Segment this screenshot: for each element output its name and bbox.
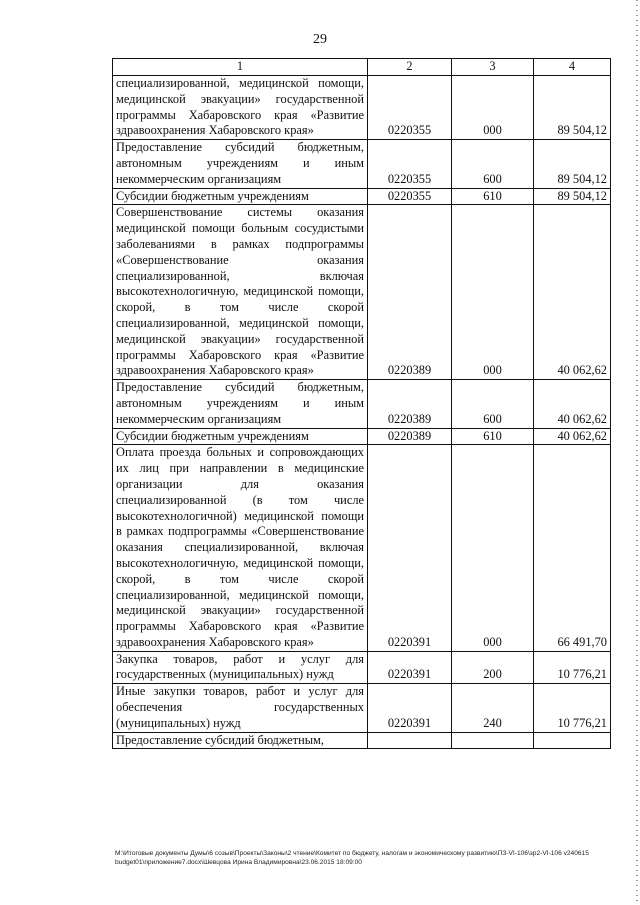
row-csr: 0220391 bbox=[368, 684, 452, 732]
row-csr: 0220355 bbox=[368, 76, 452, 140]
row-name: Закупка товаров, работ и услуг для государственных (муниципальных) нужд bbox=[113, 651, 368, 684]
row-name: Предоставление субсидий бюджетным, bbox=[113, 732, 368, 749]
row-sum: 40 062,62 bbox=[534, 380, 611, 428]
row-vr: 000 bbox=[452, 445, 534, 651]
row-sum: 10 776,21 bbox=[534, 651, 611, 684]
row-name: Иные закупки товаров, работ и услуг для обеспечения государственных (муниципальных) нужд bbox=[113, 684, 368, 732]
column-header-csr: 2 bbox=[368, 59, 452, 76]
row-vr bbox=[452, 732, 534, 749]
page-number: 29 bbox=[313, 32, 327, 47]
row-name: Субсидии бюджетным учреждениям bbox=[113, 188, 368, 205]
row-csr bbox=[368, 732, 452, 749]
row-vr: 610 bbox=[452, 428, 534, 445]
row-sum: 40 062,62 bbox=[534, 428, 611, 445]
row-sum: 89 504,12 bbox=[534, 188, 611, 205]
row-vr: 240 bbox=[452, 684, 534, 732]
row-csr: 0220389 bbox=[368, 205, 452, 380]
column-header-vr: 3 bbox=[452, 59, 534, 76]
row-sum: 40 062,62 bbox=[534, 205, 611, 380]
row-csr: 0220391 bbox=[368, 445, 452, 651]
row-name: специализированной, медицинской помощи, медицинской эвакуации» государственной программы Хабаровского края «Развитие здравоохранения Хабаровского края» bbox=[113, 76, 368, 140]
row-vr: 610 bbox=[452, 188, 534, 205]
row-vr: 600 bbox=[452, 140, 534, 188]
row-vr: 000 bbox=[452, 76, 534, 140]
table-header-row bbox=[113, 59, 611, 76]
row-sum: 10 776,21 bbox=[534, 684, 611, 732]
table-row bbox=[113, 445, 611, 651]
table-row bbox=[113, 684, 611, 732]
document-path-footer: М:\Итоговые документы Думы\6 созыв\Проекты\Законы\2 чтение\Комитет по бюджету, налогам и экономическому развитию\ПЗ-VI-106\зр2-VI-106 v240615 budget01\приложение7.docx\Шевцова Ирина Владимировна\23.06.2015 18:09:00 bbox=[115, 850, 589, 866]
row-csr: 0220391 bbox=[368, 651, 452, 684]
row-sum: 89 504,12 bbox=[534, 76, 611, 140]
table-row bbox=[113, 732, 611, 749]
row-vr: 000 bbox=[452, 205, 534, 380]
row-csr: 0220389 bbox=[368, 428, 452, 445]
row-sum: 89 504,12 bbox=[534, 140, 611, 188]
column-header-sum: 4 bbox=[534, 59, 611, 76]
row-sum: 66 491,70 bbox=[534, 445, 611, 651]
row-name: Субсидии бюджетным учреждениям bbox=[113, 428, 368, 445]
row-vr: 600 bbox=[452, 380, 534, 428]
row-name: Предоставление субсидий бюджетным, автономным учреждениям и иным некоммерческим организациям bbox=[113, 380, 368, 428]
table-row bbox=[113, 140, 611, 188]
row-name: Совершенствование системы оказания медицинской помощи больным сосудистыми заболеваниями в рамках подпрограммы «Совершенствование оказания специализированной, включая высокотехнологичную, медицинской помощи, скорой, в том числе скорой специализированной, медицинской помощи, медицинской эвакуации» государственной программы Хабаровского края «Развитие здравоохранения Хабаровского края» bbox=[113, 205, 368, 380]
scan-edge-dots bbox=[636, 0, 638, 905]
table-row bbox=[113, 651, 611, 684]
row-vr: 200 bbox=[452, 651, 534, 684]
row-csr: 0220389 bbox=[368, 380, 452, 428]
row-name: Оплата проезда больных и сопровождающих их лиц при направлении в медицинские организации для оказания специализированной (в том числе высокотехнологичной) медицинской помощи в рамках подпрограммы «Совершенствование оказания специализированной, включая высокотехнологичную, медицинской помощи, скорой, в том числе скорой специализированной, медицинской помощи, медицинской эвакуации» государственной программы Хабаровского края «Развитие здравоохранения Хабаровского края» bbox=[113, 445, 368, 651]
row-csr: 0220355 bbox=[368, 140, 452, 188]
table-row bbox=[113, 205, 611, 380]
table-row bbox=[113, 188, 611, 205]
table-row bbox=[113, 380, 611, 428]
row-sum bbox=[534, 732, 611, 749]
budget-table bbox=[112, 58, 611, 749]
column-header-name: 1 bbox=[113, 59, 368, 76]
row-csr: 0220355 bbox=[368, 188, 452, 205]
row-name: Предоставление субсидий бюджетным, автономным учреждениям и иным некоммерческим организациям bbox=[113, 140, 368, 188]
table-row bbox=[113, 76, 611, 140]
table-row bbox=[113, 428, 611, 445]
